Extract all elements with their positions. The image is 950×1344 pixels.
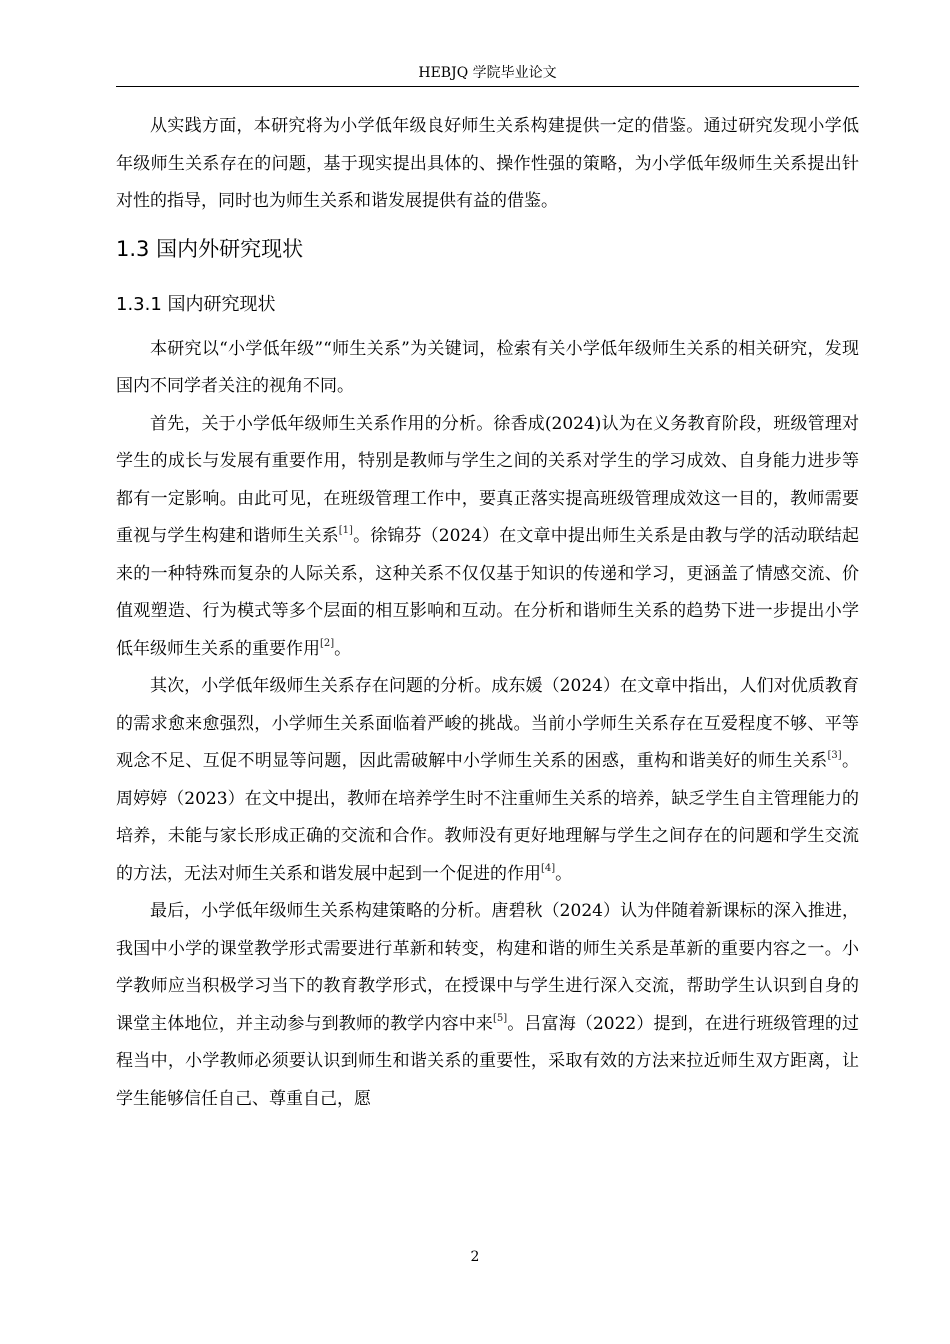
- paragraph-text: 。周婷婷（2023）在文中提出，教师在培养学生时不注重师生关系的培养，缺乏学生自主管理能力的培养，未能与家长形成正确的交流和合作。教师没有更好地理解与学生之间存在的问题和学生交流的方法，无法对师生关系和谐发展中起到一个促进的作用: [116, 751, 860, 884]
- header-rule: [116, 86, 859, 87]
- paragraph-problem-analysis: [116, 668, 859, 893]
- page-header: HEBJQ 学院毕业论文: [418, 65, 557, 81]
- page-body: [116, 108, 859, 1118]
- section-heading-wrap: [116, 221, 859, 279]
- paragraph-text: 其次，小学低年级师生关系存在问题的分析。成东媛（2024）在文章中指出，人们对优质教育的需求愈来愈强烈，小学师生关系面临着严峻的挑战。当前小学师生关系存在互爱程度不够、平等观念不足、互促不明显等问题，因此需破解中小学师生关系的困惑，重构和谐美好的师生关系: [116, 676, 859, 771]
- citation-3: [3]: [827, 750, 842, 761]
- citation-1: [1]: [338, 525, 353, 536]
- section-heading: 1.3 国内外研究现状: [116, 236, 304, 261]
- paragraph-practice: 从实践方面，本研究将为小学低年级良好师生关系构建提供一定的借鉴。通过研究发现小学低年级师生关系存在的问题，基于现实提出具体的、操作性强的策略，为小学低年级师生关系提出针对性的指导，同时也为师生关系和谐发展提供有益的借鉴。: [116, 116, 859, 211]
- citation-5: [5]: [492, 1012, 508, 1024]
- paragraph-text: 最后，小学低年级师生关系构建策略的分析。唐碧秋（2024）认为伴随着新课标的深入推进，我国中小学的课堂教学形式需要进行革新和转变，构建和谐的师生关系是革新的重要内容之一。小学教师应当积极学习当下的教育教学形式，在授课中与学生进行深入交流，帮助学生认识到自身的课堂主体地位，并主动参与到教师的教学内容中来: [116, 901, 859, 1034]
- paragraph-text: 。徐锦芬（2024）在文章中提出师生关系是由教与学的活动联结起来的一种特殊而复杂的人际关系，这种关系不仅仅基于知识的传递和学习，更涵盖了情感交流、价值观塑造、行为模式等多个层面的相互影响和互动。在分析和谐师生关系的趋势下进一步提出小学低年级师生关系的重要作用: [116, 526, 859, 659]
- subsection-heading-wrap: [116, 279, 859, 331]
- citation-2: [2]: [320, 637, 335, 649]
- paragraph-keywords: 本研究以“小学低年级”“师生关系”为关键词，检索有关小学低年级师生关系的相关研究，发现国内不同学者关注的视角不同。: [116, 338, 859, 396]
- paragraph-text: 。: [334, 638, 352, 659]
- paragraph-text: 。吕富海（2022）提到，在进行班级管理的过程当中，小学教师必须要认识到师生和谐关系的重要性，采取有效的方法来拉近师生双方距离，让学生能够信任自己、尊重自己，愿: [116, 1013, 859, 1109]
- paragraph-text: 首先，关于小学低年级师生关系作用的分析。徐香成(2024)认为在义务教育阶段，班级管理对学生的成长与发展有重要作用，特别是教师与学生之间的关系对学生的学习成效、自身能力进步等都有一定影响。由此可见，在班级管理工作中，要真正落实提高班级管理成效这一目的，教师需要重视与学生构建和谐师生关系: [116, 413, 859, 546]
- paragraph-text: 。: [555, 863, 573, 884]
- subsection-heading: 1.3.1 国内研究现状: [116, 293, 276, 315]
- paragraph-strategy-analysis: [116, 893, 859, 1118]
- page-number: 2: [470, 1249, 480, 1265]
- citation-4: [4]: [541, 862, 556, 874]
- paragraph-role-analysis: [116, 406, 859, 669]
